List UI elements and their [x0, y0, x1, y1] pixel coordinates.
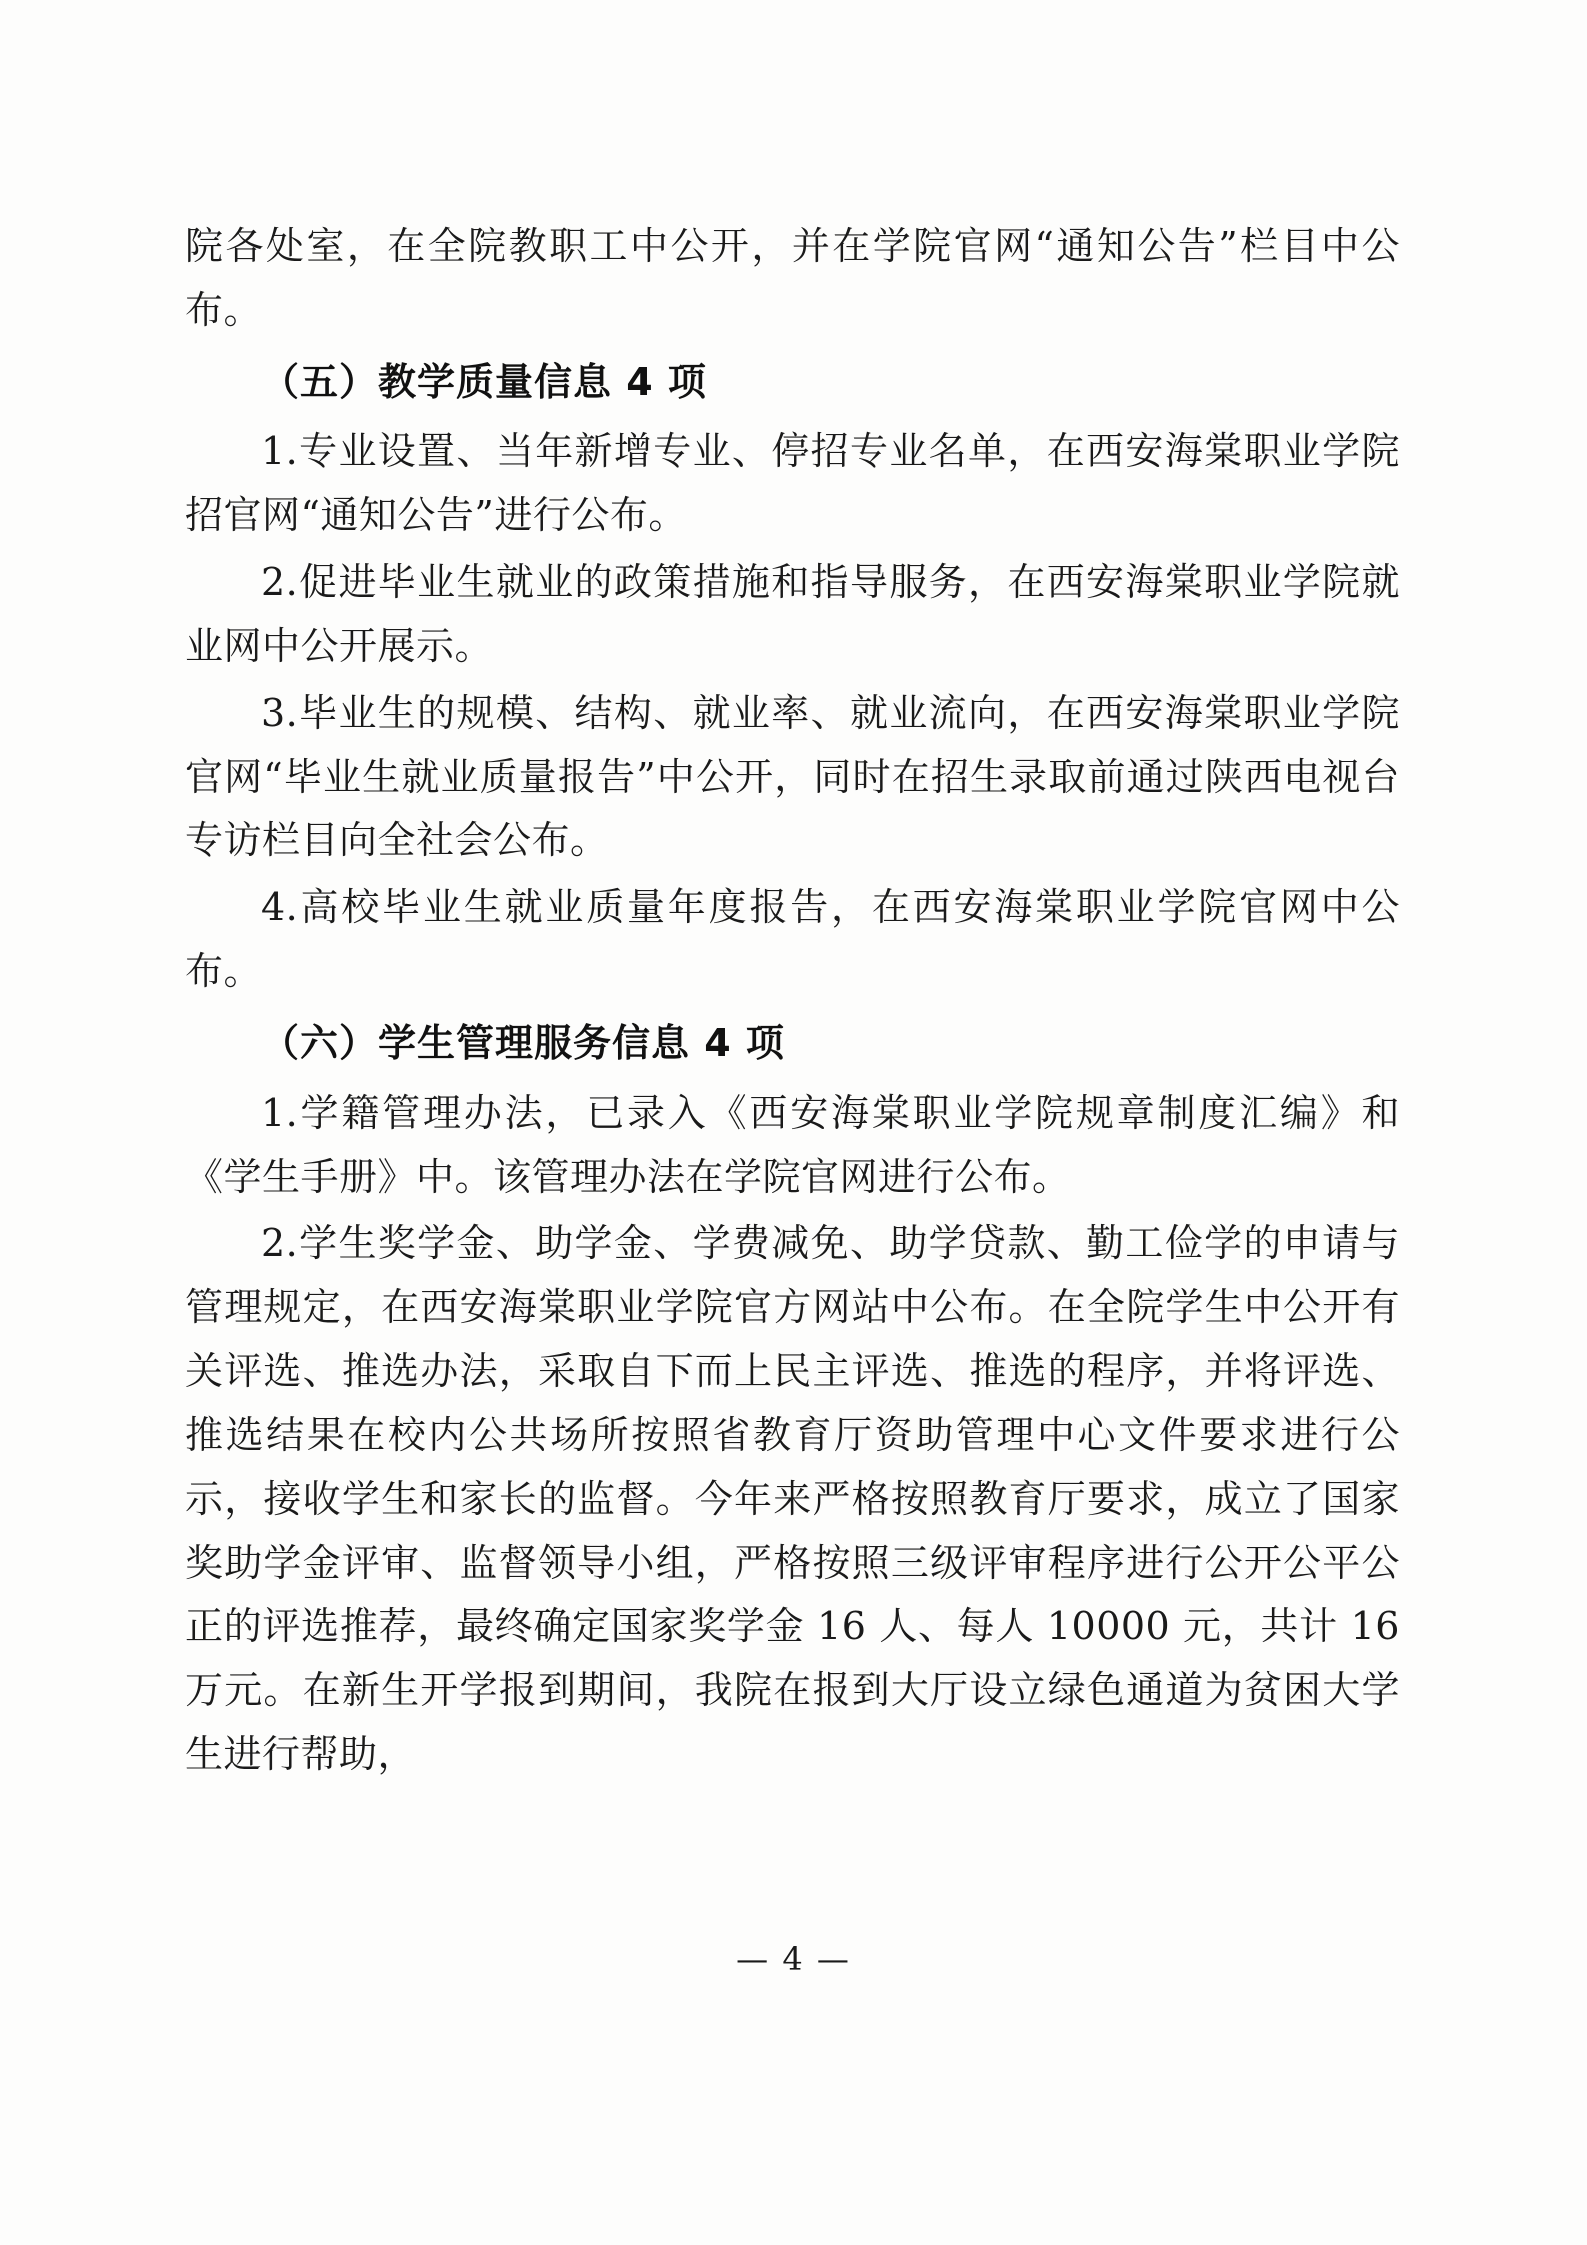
section-heading-six: （六）学生管理服务信息 4 项: [261, 1020, 785, 1065]
section-heading-five: （五）教学质量信息 4 项: [261, 359, 707, 404]
paragraph-item-2: 2.促进毕业生就业的政策措施和指导服务，在西安海棠职业学院就业网中公开展示。: [185, 560, 1400, 668]
page-content: [185, 215, 1413, 1790]
paragraph-item-3: 3.毕业生的规模、结构、就业率、就业流向，在西安海棠职业学院官网“毕业生就业质量报告”中公开，同时在招生录取前通过陕西电视台专访栏目向全社会公布。: [185, 690, 1400, 863]
paragraph-item-6: 2.学生奖学金、助学金、学费减免、助学贷款、勤工俭学的申请与管理规定，在西安海棠职业学院官方网站中公布。在全院学生中公开有关评选、推选办法，采取自下而上民主评选、推选的程序，并将评选、推选结果在校内公共场所按照省教育厅资助管理中心文件要求进行公示，接收学生和家长的监督。今年来严格按照教育厅要求，成立了国家奖助学金评审、监督领导小组，严格按照三级评审程序进行公开公平公正的评选推荐，最终确定国家奖学金 16 人、每人 10000 元，共计 16 万元。在新生开学报到期间，我院在报到大厅设立绿色通道为贫困大学生进行帮助，: [185, 1221, 1413, 1777]
page-number: — 4 —: [736, 1940, 851, 1978]
paragraph-item-1: 1.专业设置、当年新增专业、停招专业名单，在西安海棠职业学院招官网“通知公告”进行公布。: [185, 429, 1400, 538]
paragraph-item-4: 4.高校毕业生就业质量年度报告，在西安海棠职业学院官网中公布。: [185, 885, 1400, 994]
paragraph-item-5: 1.学籍管理办法，已录入《西安海棠职业学院规章制度汇编》和《学生手册》中。该管理办法在学院官网进行公布。: [185, 1090, 1400, 1199]
paragraph-continued: 院各处室，在全院教职工中公开，并在学院官网“通知公告”栏目中公布。: [185, 224, 1400, 332]
